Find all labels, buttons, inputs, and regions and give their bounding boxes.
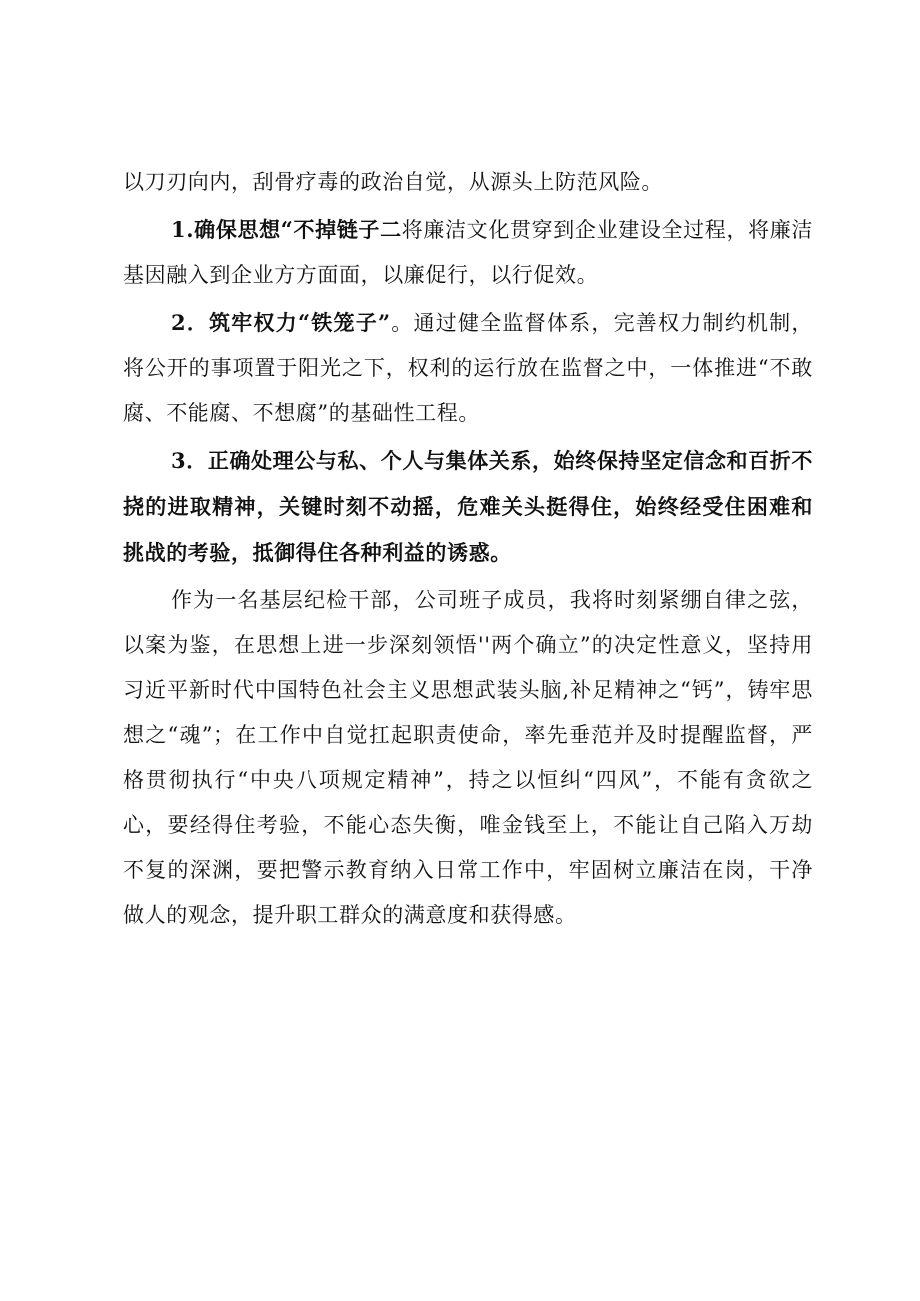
- paragraph-continuation: [123, 160, 813, 205]
- paragraph-conclusion: [123, 578, 813, 938]
- conclusion-text: 作为一名基层纪检干部，公司班子成员，我将时刻紧绷自律之弦，以案为鉴，在思想上进一步深刻领悟''两个确立”的决定性意义，坚持用习近平新时代中国特色社会主义思想武装头脑,补足精神之“钙”，铸牢思想之“魂”；在工作中自觉扛起职责使命，率先垂范并及时提醒监督，严格贯彻执行“中央八项规定精神”，持之以恒纠“四风”，不能有贪欲之心，要经得住考验，不能心态失衡，唯金钱至上，不能让自己陷入万劫不复的深渊，要把警示教育纳入日常工作中，牢固树立廉洁在岗，干净做人的观念，提升职工群众的满意度和获得感。: [123, 588, 813, 927]
- item-2-heading: 2．筑牢权力“铁笼子”: [171, 310, 391, 335]
- paragraph-item-3: [123, 438, 813, 576]
- document-body: [123, 160, 813, 940]
- item-3-text: 3．正确处理公与私、个人与集体关系，始终保持坚定信念和百折不挠的进取精神，关键时刻不动摇，危难关头挺得住，始终经受住困难和挑战的考验，抵御得住各种利益的诱惑。: [123, 448, 813, 565]
- item-2-text: 。通过健全监督体系，完善权力制约机制，将公开的事项置于阳光之下，权利的运行放在监督之中，一体推进“不敢腐、不能腐、不想腐”的基础性工程。: [123, 311, 813, 425]
- item-1-text: 将廉洁文化贯穿到企业建设全过程，将廉洁基因融入到企业方方面面，以廉促行，以行促效。: [123, 218, 813, 287]
- paragraph-text: 以刀刃向内，刮骨疗毒的政治自觉，从源头上防范风险。: [123, 170, 663, 194]
- paragraph-item-2: [123, 300, 813, 436]
- paragraph-item-1: [123, 207, 813, 298]
- item-1-heading: 1.确保思想“不掉链子二: [171, 217, 402, 242]
